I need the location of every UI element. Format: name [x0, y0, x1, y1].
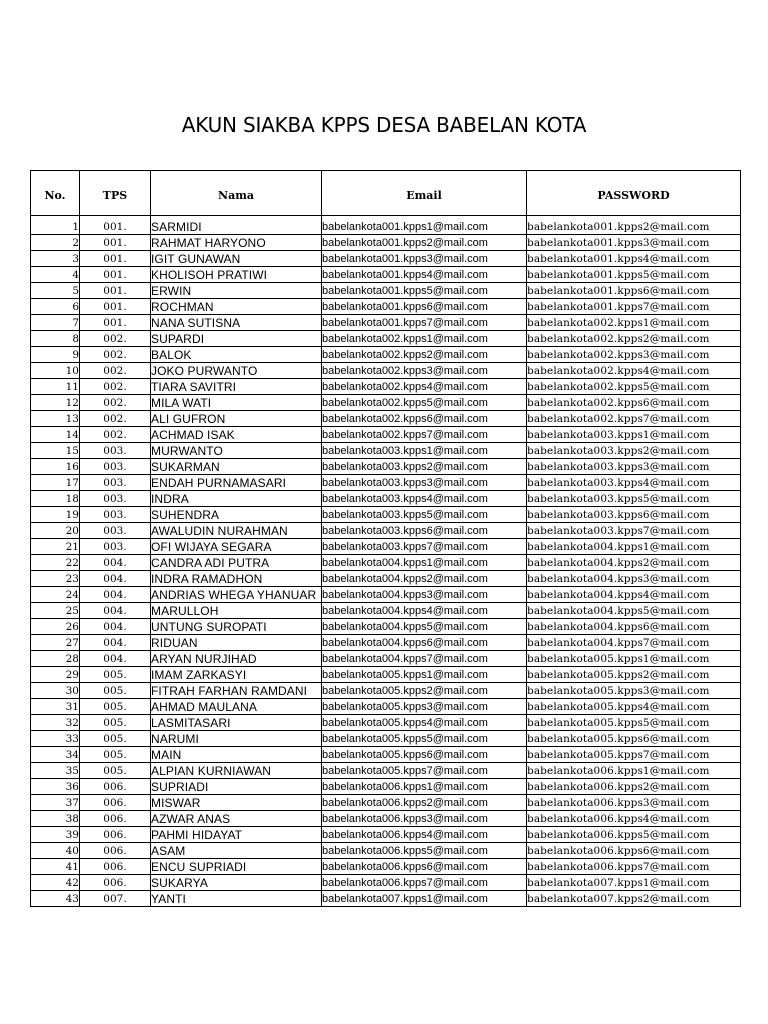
- password-value: babelankota001.kpps3@mail.com: [527, 235, 741, 251]
- row-number: 8: [31, 331, 80, 347]
- email-address: babelankota004.kpps2@mail.com: [322, 571, 527, 587]
- email-address: babelankota006.kpps3@mail.com: [322, 811, 527, 827]
- tps-code: 004.: [80, 571, 151, 587]
- header-nama: Nama: [151, 171, 322, 216]
- table-row: [31, 875, 741, 891]
- tps-code: 005.: [80, 715, 151, 731]
- row-number: 9: [31, 347, 80, 363]
- tps-code: 005.: [80, 683, 151, 699]
- member-name: AWALUDIN NURAHMAN: [151, 523, 322, 539]
- header-tps: TPS: [80, 171, 151, 216]
- table-header-row: [31, 171, 741, 216]
- tps-code: 006.: [80, 811, 151, 827]
- member-name: NARUMI: [151, 731, 322, 747]
- password-value: babelankota002.kpps7@mail.com: [527, 411, 741, 427]
- password-value: babelankota007.kpps1@mail.com: [527, 875, 741, 891]
- table-row: [31, 571, 741, 587]
- email-address: babelankota002.kpps2@mail.com: [322, 347, 527, 363]
- member-name: AHMAD MAULANA: [151, 699, 322, 715]
- password-value: babelankota004.kpps5@mail.com: [527, 603, 741, 619]
- table-row: [31, 475, 741, 491]
- tps-code: 003.: [80, 443, 151, 459]
- tps-code: 001.: [80, 216, 151, 235]
- table-row: [31, 235, 741, 251]
- email-address: babelankota001.kpps3@mail.com: [322, 251, 527, 267]
- email-address: babelankota007.kpps1@mail.com: [322, 891, 527, 907]
- table-row: [31, 427, 741, 443]
- password-value: babelankota006.kpps2@mail.com: [527, 779, 741, 795]
- row-number: 29: [31, 667, 80, 683]
- row-number: 33: [31, 731, 80, 747]
- password-value: babelankota004.kpps6@mail.com: [527, 619, 741, 635]
- member-name: SUPRIADI: [151, 779, 322, 795]
- email-address: babelankota004.kpps6@mail.com: [322, 635, 527, 651]
- table-row: [31, 315, 741, 331]
- member-name: LASMITASARI: [151, 715, 322, 731]
- tps-code: 001.: [80, 299, 151, 315]
- password-value: babelankota005.kpps4@mail.com: [527, 699, 741, 715]
- table-row: [31, 347, 741, 363]
- table-row: [31, 411, 741, 427]
- table-row: [31, 555, 741, 571]
- table-row: [31, 859, 741, 875]
- email-address: babelankota006.kpps4@mail.com: [322, 827, 527, 843]
- password-value: babelankota004.kpps3@mail.com: [527, 571, 741, 587]
- password-value: babelankota005.kpps7@mail.com: [527, 747, 741, 763]
- tps-code: 002.: [80, 363, 151, 379]
- table-row: [31, 635, 741, 651]
- row-number: 23: [31, 571, 80, 587]
- password-value: babelankota003.kpps1@mail.com: [527, 427, 741, 443]
- member-name: PAHMI HIDAYAT: [151, 827, 322, 843]
- row-number: 10: [31, 363, 80, 379]
- table-row: [31, 459, 741, 475]
- tps-code: 005.: [80, 747, 151, 763]
- email-address: babelankota001.kpps5@mail.com: [322, 283, 527, 299]
- tps-code: 002.: [80, 379, 151, 395]
- table-row: [31, 251, 741, 267]
- member-name: MURWANTO: [151, 443, 322, 459]
- password-value: babelankota006.kpps6@mail.com: [527, 843, 741, 859]
- table-row: [31, 699, 741, 715]
- row-number: 24: [31, 587, 80, 603]
- member-name: TIARA SAVITRI: [151, 379, 322, 395]
- table-row: [31, 491, 741, 507]
- email-address: babelankota003.kpps5@mail.com: [322, 507, 527, 523]
- row-number: 19: [31, 507, 80, 523]
- tps-code: 001.: [80, 251, 151, 267]
- table-row: [31, 795, 741, 811]
- email-address: babelankota002.kpps1@mail.com: [322, 331, 527, 347]
- password-value: babelankota001.kpps2@mail.com: [527, 216, 741, 235]
- tps-code: 006.: [80, 795, 151, 811]
- tps-code: 006.: [80, 875, 151, 891]
- password-value: babelankota002.kpps2@mail.com: [527, 331, 741, 347]
- row-number: 27: [31, 635, 80, 651]
- tps-code: 002.: [80, 411, 151, 427]
- row-number: 1: [31, 216, 80, 235]
- member-name: UNTUNG SUROPATI: [151, 619, 322, 635]
- member-name: SUHENDRA: [151, 507, 322, 523]
- member-name: KHOLISOH PRATIWI: [151, 267, 322, 283]
- row-number: 37: [31, 795, 80, 811]
- table-body: [31, 216, 741, 907]
- email-address: babelankota002.kpps5@mail.com: [322, 395, 527, 411]
- member-name: INDRA: [151, 491, 322, 507]
- row-number: 20: [31, 523, 80, 539]
- tps-code: 001.: [80, 283, 151, 299]
- member-name: JOKO PURWANTO: [151, 363, 322, 379]
- member-name: MAIN: [151, 747, 322, 763]
- row-number: 6: [31, 299, 80, 315]
- tps-code: 003.: [80, 491, 151, 507]
- row-number: 4: [31, 267, 80, 283]
- member-name: AZWAR ANAS: [151, 811, 322, 827]
- header-password: PASSWORD: [527, 171, 741, 216]
- row-number: 26: [31, 619, 80, 635]
- email-address: babelankota005.kpps3@mail.com: [322, 699, 527, 715]
- tps-code: 006.: [80, 779, 151, 795]
- email-address: babelankota001.kpps6@mail.com: [322, 299, 527, 315]
- row-number: 43: [31, 891, 80, 907]
- table-row: [31, 283, 741, 299]
- email-address: babelankota004.kpps5@mail.com: [322, 619, 527, 635]
- member-name: ENCU SUPRIADI: [151, 859, 322, 875]
- table-row: [31, 731, 741, 747]
- tps-code: 006.: [80, 859, 151, 875]
- password-value: babelankota001.kpps7@mail.com: [527, 299, 741, 315]
- member-name: ALI GUFRON: [151, 411, 322, 427]
- password-value: babelankota002.kpps6@mail.com: [527, 395, 741, 411]
- email-address: babelankota004.kpps7@mail.com: [322, 651, 527, 667]
- row-number: 5: [31, 283, 80, 299]
- table-row: [31, 763, 741, 779]
- tps-code: 006.: [80, 843, 151, 859]
- row-number: 15: [31, 443, 80, 459]
- document-title: AKUN SIAKBA KPPS DESA BABELAN KOTA: [181, 113, 587, 137]
- email-address: babelankota001.kpps4@mail.com: [322, 267, 527, 283]
- table-row: [31, 811, 741, 827]
- password-value: babelankota005.kpps6@mail.com: [527, 731, 741, 747]
- tps-code: 004.: [80, 555, 151, 571]
- tps-code: 007.: [80, 891, 151, 907]
- password-value: babelankota003.kpps3@mail.com: [527, 459, 741, 475]
- table-row: [31, 267, 741, 283]
- member-name: OFI WIJAYA SEGARA: [151, 539, 322, 555]
- row-number: 41: [31, 859, 80, 875]
- table-row: [31, 667, 741, 683]
- table-row: [31, 587, 741, 603]
- tps-code: 004.: [80, 635, 151, 651]
- row-number: 7: [31, 315, 80, 331]
- member-name: ALPIAN KURNIAWAN: [151, 763, 322, 779]
- tps-code: 003.: [80, 539, 151, 555]
- email-address: babelankota003.kpps4@mail.com: [322, 491, 527, 507]
- member-name: FITRAH FARHAN RAMDANI: [151, 683, 322, 699]
- tps-code: 003.: [80, 523, 151, 539]
- row-number: 17: [31, 475, 80, 491]
- password-value: babelankota005.kpps2@mail.com: [527, 667, 741, 683]
- tps-code: 005.: [80, 731, 151, 747]
- email-address: babelankota001.kpps2@mail.com: [322, 235, 527, 251]
- email-address: babelankota004.kpps4@mail.com: [322, 603, 527, 619]
- password-value: babelankota003.kpps7@mail.com: [527, 523, 741, 539]
- table-row: [31, 443, 741, 459]
- tps-code: 005.: [80, 699, 151, 715]
- member-name: IMAM ZARKASYI: [151, 667, 322, 683]
- email-address: babelankota002.kpps4@mail.com: [322, 379, 527, 395]
- tps-code: 002.: [80, 347, 151, 363]
- row-number: 21: [31, 539, 80, 555]
- member-name: IGIT GUNAWAN: [151, 251, 322, 267]
- password-value: babelankota006.kpps3@mail.com: [527, 795, 741, 811]
- member-name: BALOK: [151, 347, 322, 363]
- member-name: SARMIDI: [151, 216, 322, 235]
- row-number: 28: [31, 651, 80, 667]
- password-value: babelankota006.kpps4@mail.com: [527, 811, 741, 827]
- tps-code: 001.: [80, 267, 151, 283]
- password-value: babelankota004.kpps7@mail.com: [527, 635, 741, 651]
- email-address: babelankota005.kpps5@mail.com: [322, 731, 527, 747]
- password-value: babelankota002.kpps5@mail.com: [527, 379, 741, 395]
- row-number: 42: [31, 875, 80, 891]
- password-value: babelankota005.kpps1@mail.com: [527, 651, 741, 667]
- member-name: SUPARDI: [151, 331, 322, 347]
- email-address: babelankota004.kpps3@mail.com: [322, 587, 527, 603]
- tps-code: 003.: [80, 459, 151, 475]
- row-number: 40: [31, 843, 80, 859]
- table-row: [31, 603, 741, 619]
- table-row: [31, 747, 741, 763]
- table-row: [31, 843, 741, 859]
- tps-code: 004.: [80, 651, 151, 667]
- password-value: babelankota006.kpps1@mail.com: [527, 763, 741, 779]
- password-value: babelankota006.kpps7@mail.com: [527, 859, 741, 875]
- tps-code: 003.: [80, 475, 151, 491]
- member-name: ASAM: [151, 843, 322, 859]
- password-value: babelankota003.kpps2@mail.com: [527, 443, 741, 459]
- row-number: 16: [31, 459, 80, 475]
- password-value: babelankota004.kpps1@mail.com: [527, 539, 741, 555]
- member-name: ERWIN: [151, 283, 322, 299]
- email-address: babelankota005.kpps6@mail.com: [322, 747, 527, 763]
- email-address: babelankota003.kpps7@mail.com: [322, 539, 527, 555]
- email-address: babelankota001.kpps7@mail.com: [322, 315, 527, 331]
- email-address: babelankota002.kpps7@mail.com: [322, 427, 527, 443]
- table-row: [31, 299, 741, 315]
- email-address: babelankota006.kpps1@mail.com: [322, 779, 527, 795]
- password-value: babelankota001.kpps5@mail.com: [527, 267, 741, 283]
- password-value: babelankota004.kpps4@mail.com: [527, 587, 741, 603]
- table-row: [31, 891, 741, 907]
- table-row: [31, 363, 741, 379]
- member-name: RAHMAT HARYONO: [151, 235, 322, 251]
- member-name: RIDUAN: [151, 635, 322, 651]
- member-name: ENDAH PURNAMASARI: [151, 475, 322, 491]
- row-number: 36: [31, 779, 80, 795]
- password-value: babelankota006.kpps5@mail.com: [527, 827, 741, 843]
- tps-code: 002.: [80, 427, 151, 443]
- tps-code: 004.: [80, 619, 151, 635]
- email-address: babelankota002.kpps3@mail.com: [322, 363, 527, 379]
- row-number: 39: [31, 827, 80, 843]
- member-name: YANTI: [151, 891, 322, 907]
- kpps-account-table: [30, 170, 741, 907]
- row-number: 22: [31, 555, 80, 571]
- member-name: SUKARYA: [151, 875, 322, 891]
- email-address: babelankota004.kpps1@mail.com: [322, 555, 527, 571]
- email-address: babelankota006.kpps6@mail.com: [322, 859, 527, 875]
- table-row: [31, 539, 741, 555]
- password-value: babelankota002.kpps3@mail.com: [527, 347, 741, 363]
- member-name: MILA WATI: [151, 395, 322, 411]
- email-address: babelankota005.kpps4@mail.com: [322, 715, 527, 731]
- tps-code: 002.: [80, 395, 151, 411]
- member-name: ACHMAD ISAK: [151, 427, 322, 443]
- member-name: INDRA RAMADHON: [151, 571, 322, 587]
- email-address: babelankota003.kpps3@mail.com: [322, 475, 527, 491]
- table-row: [31, 523, 741, 539]
- row-number: 2: [31, 235, 80, 251]
- row-number: 32: [31, 715, 80, 731]
- password-value: babelankota007.kpps2@mail.com: [527, 891, 741, 907]
- password-value: babelankota001.kpps6@mail.com: [527, 283, 741, 299]
- email-address: babelankota005.kpps7@mail.com: [322, 763, 527, 779]
- email-address: babelankota002.kpps6@mail.com: [322, 411, 527, 427]
- email-address: babelankota006.kpps7@mail.com: [322, 875, 527, 891]
- header-no: No.: [31, 171, 80, 216]
- password-value: babelankota005.kpps3@mail.com: [527, 683, 741, 699]
- row-number: 38: [31, 811, 80, 827]
- member-name: MISWAR: [151, 795, 322, 811]
- password-value: babelankota003.kpps4@mail.com: [527, 475, 741, 491]
- row-number: 35: [31, 763, 80, 779]
- table-row: [31, 683, 741, 699]
- row-number: 18: [31, 491, 80, 507]
- member-name: MARULLOH: [151, 603, 322, 619]
- password-value: babelankota002.kpps1@mail.com: [527, 315, 741, 331]
- row-number: 3: [31, 251, 80, 267]
- row-number: 12: [31, 395, 80, 411]
- email-address: babelankota001.kpps1@mail.com: [322, 216, 527, 235]
- email-address: babelankota003.kpps2@mail.com: [322, 459, 527, 475]
- table-row: [31, 651, 741, 667]
- email-address: babelankota006.kpps2@mail.com: [322, 795, 527, 811]
- table-row: [31, 379, 741, 395]
- table-row: [31, 507, 741, 523]
- email-address: babelankota006.kpps5@mail.com: [322, 843, 527, 859]
- table-row: [31, 827, 741, 843]
- member-name: ANDRIAS WHEGA YHANUAR: [151, 587, 322, 603]
- member-name: SUKARMAN: [151, 459, 322, 475]
- email-address: babelankota003.kpps1@mail.com: [322, 443, 527, 459]
- header-email: Email: [322, 171, 527, 216]
- row-number: 31: [31, 699, 80, 715]
- email-address: babelankota005.kpps1@mail.com: [322, 667, 527, 683]
- password-value: babelankota002.kpps4@mail.com: [527, 363, 741, 379]
- password-value: babelankota004.kpps2@mail.com: [527, 555, 741, 571]
- table-row: [31, 715, 741, 731]
- email-address: babelankota005.kpps2@mail.com: [322, 683, 527, 699]
- row-number: 13: [31, 411, 80, 427]
- row-number: 11: [31, 379, 80, 395]
- table-row: [31, 619, 741, 635]
- table-row: [31, 395, 741, 411]
- tps-code: 001.: [80, 235, 151, 251]
- password-value: babelankota003.kpps5@mail.com: [527, 491, 741, 507]
- tps-code: 005.: [80, 667, 151, 683]
- row-number: 14: [31, 427, 80, 443]
- tps-code: 005.: [80, 763, 151, 779]
- tps-code: 003.: [80, 507, 151, 523]
- tps-code: 004.: [80, 603, 151, 619]
- password-value: babelankota005.kpps5@mail.com: [527, 715, 741, 731]
- password-value: babelankota003.kpps6@mail.com: [527, 507, 741, 523]
- member-name: ROCHMAN: [151, 299, 322, 315]
- tps-code: 001.: [80, 315, 151, 331]
- member-name: CANDRA ADI PUTRA: [151, 555, 322, 571]
- table-row: [31, 331, 741, 347]
- table-row: [31, 779, 741, 795]
- tps-code: 002.: [80, 331, 151, 347]
- password-value: babelankota001.kpps4@mail.com: [527, 251, 741, 267]
- table-row: [31, 216, 741, 235]
- tps-code: 006.: [80, 827, 151, 843]
- row-number: 25: [31, 603, 80, 619]
- member-name: ARYAN NURJIHAD: [151, 651, 322, 667]
- member-name: NANA SUTISNA: [151, 315, 322, 331]
- email-address: babelankota003.kpps6@mail.com: [322, 523, 527, 539]
- row-number: 34: [31, 747, 80, 763]
- row-number: 30: [31, 683, 80, 699]
- tps-code: 004.: [80, 587, 151, 603]
